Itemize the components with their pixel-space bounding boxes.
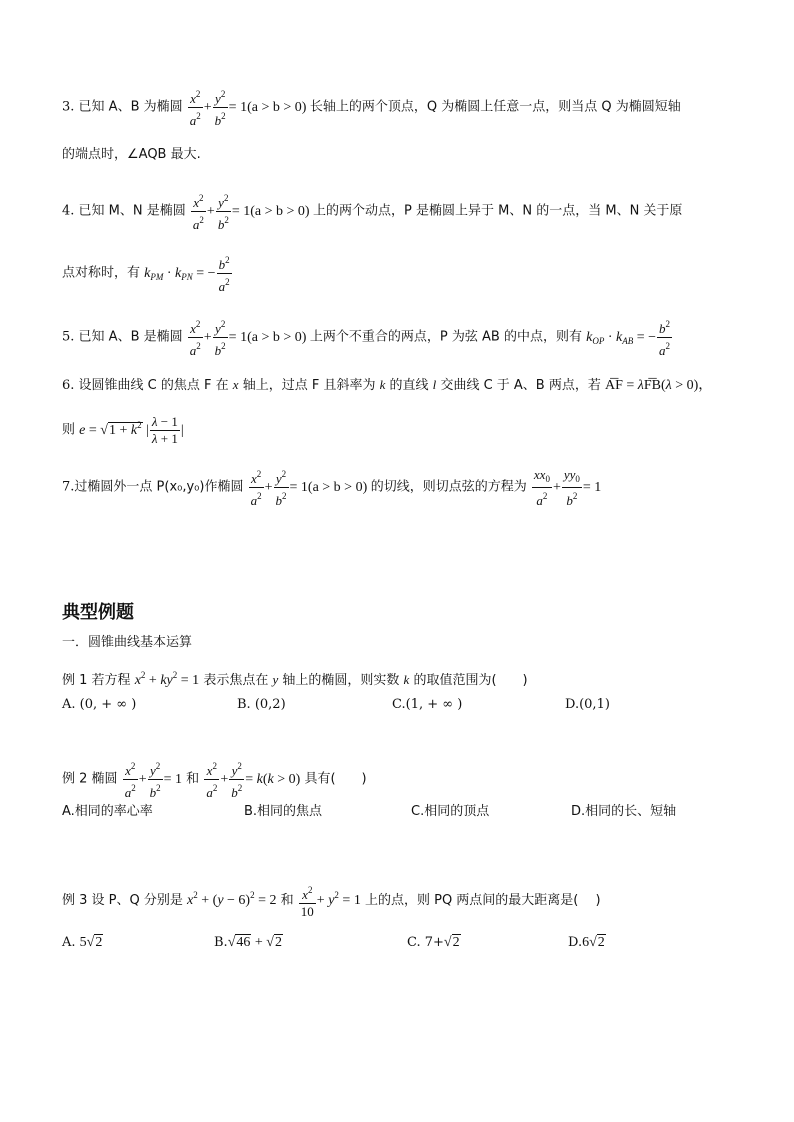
ellipse-equation: $\frac{x^2}{a^2}$ + $\frac{y^2}{b^2}$ = 1(a > b > 0) (187, 330, 310, 345)
chord-of-contact-equation: $\frac{xx_0}{a^2}$ + $\frac{yy_0}{b^2}$ = 1 (533, 466, 602, 508)
eccentricity-formula: $e = √1 + k^2$ | $\frac{\lambda - 1}{\lambda + 1}$ | (79, 414, 184, 446)
ellipse-equation: $\frac{x^2}{a^2}$ + $\frac{y^2}{b^2}$ = 1(a > b > 0) (248, 480, 371, 495)
ellipse-equation: $\frac{x^2}{a^2}$ + $\frac{y^2}{b^2}$ = 1(a > b > 0) (187, 100, 310, 115)
stem-text: 若方程 (91, 673, 131, 688)
stem-text: 表示焦点在 (203, 673, 269, 688)
item-text: 已知 A、B 为椭圆 (78, 99, 183, 115)
equation: $\frac{x^2}{10}$ + $y^2 = 1$ (298, 893, 361, 908)
midpoint-slope-formula: $k_{OP} \cdot k_{AB}$ = − $\frac{b^2}{a^2}$ (586, 330, 673, 345)
example-label: 例 2 (62, 771, 88, 787)
item-6-line-1: 6. 设圆锥曲线 C 的焦点 F 在 x 轴上，过点 F 且斜率为 k 的直线 l 交曲线 C 于 A、B 两点，若 A͞F = λF͞B(λ > 0)， (62, 377, 713, 393)
item-3-line-1 (62, 86, 681, 129)
example-2-option-b[interactable]: B.相同的焦点 (244, 804, 323, 819)
item-text: 上两个不重合的两点，P 为弦 AB 的中点，则有 (309, 329, 582, 345)
equation: $\frac{x^2}{a^2}$ + $\frac{y^2}{b^2}$ = k(k > 0) (203, 772, 300, 787)
example-3-option-b[interactable]: B.√46 + √2 (214, 935, 282, 950)
item-number: 6. (62, 378, 75, 393)
stem-text: 上的点，则 PQ 两点间的最大距离是( ) (364, 893, 601, 909)
item-number: 3. (62, 99, 75, 115)
example-3-option-a[interactable]: A. 5√2 (62, 935, 103, 950)
example-label: 例 3 (62, 893, 88, 909)
example-label: 例 1 (62, 673, 88, 688)
item-text: 则 (62, 422, 76, 438)
item-text: 过椭圆外一点 P(x₀,y₀)作椭圆 (74, 479, 244, 495)
example-3-option-d[interactable]: D.6√2 (568, 935, 605, 950)
ellipse-equation: $\frac{x^2}{a^2}$ + $\frac{y^2}{b^2}$ = 1(a > b > 0) (190, 204, 313, 219)
section-title: 典型例题 (62, 602, 134, 623)
item-4-line-2 (62, 252, 233, 295)
example-3-stem (62, 882, 601, 920)
example-3-option-c[interactable]: C. 7+√2 (407, 935, 460, 950)
item-number: 7. (62, 479, 75, 495)
example-1-option-c[interactable]: C.(1, + ∞ ) (392, 697, 463, 712)
item-text: 的切线，则切点弦的方程为 (370, 479, 527, 495)
example-2-option-d[interactable]: D.相同的长、短轴 (571, 804, 677, 819)
item-7-line (62, 466, 601, 509)
item-text: 已知 M、N 是椭圆 (78, 203, 186, 219)
stem-text: 椭圆 (91, 771, 118, 787)
item-text: 的直线 (389, 378, 429, 393)
stem-text: 具有( ) (304, 771, 367, 787)
stem-text: 的取值范围为( ) (413, 673, 528, 688)
example-1-option-d[interactable]: D.(0,1) (565, 697, 610, 712)
item-number: 5. (62, 329, 75, 345)
item-3-line-2: 的端点时，∠AQB 最大. (62, 147, 201, 162)
example-1-option-b[interactable]: B. (0,2) (237, 697, 286, 712)
stem-text: 和 (186, 771, 200, 787)
stem-text: 轴上的椭圆，则实数 (282, 673, 400, 688)
vector-condition: A͞F = λF͞B(λ > 0)， (605, 378, 713, 393)
equation: $x^2 + (y - 6)^2 = 2$ (187, 890, 277, 909)
item-text: 点对称时，有 (62, 265, 141, 281)
item-text: 轴上，过点 F 且斜率为 (242, 378, 376, 393)
item-5-line (62, 316, 673, 359)
item-text: 设圆锥曲线 C 的焦点 F 在 (78, 378, 229, 393)
example-2-stem (62, 758, 367, 801)
example-1-option-a[interactable]: A. (0, + ∞ ) (62, 697, 137, 712)
example-2-option-a[interactable]: A.相同的率心率 (62, 804, 153, 819)
subsection-title: 一．圆锥曲线基本运算 (62, 635, 193, 650)
item-text: 交曲线 C 于 A、B 两点，若 (440, 378, 601, 393)
example-1-stem: 例 1 若方程 $x^2 + ky^2 = 1$ 表示焦点在 y 轴上的椭圆，则实数 k 的取值范围为( ) (62, 670, 528, 688)
equation: $x^2 + ky^2 = 1$ (134, 670, 200, 688)
item-text: 已知 A、B 是椭圆 (78, 329, 183, 345)
slope-product-formula: $k_{PM} \cdot k_{PN}$ = − $\frac{b^2}{a^2}$ (144, 266, 232, 281)
stem-text: 设 P、Q 分别是 (91, 893, 183, 909)
item-number: 4. (62, 203, 75, 219)
example-2-option-c[interactable]: C.相同的顶点 (411, 804, 490, 819)
item-text: 上的两个动点，P 是椭圆上异于 M、N 的一点，当 M、N 关于原 (313, 203, 683, 219)
item-text: 长轴上的两个顶点，Q 为椭圆上任意一点，则当点 Q 为椭圆短轴 (309, 99, 681, 115)
stem-text: 和 (280, 893, 294, 909)
item-6-line-2 (62, 414, 184, 447)
equation: $\frac{x^2}{a^2}$ + $\frac{y^2}{b^2}$ = 1 (122, 772, 182, 787)
item-4-line-1 (62, 190, 682, 233)
